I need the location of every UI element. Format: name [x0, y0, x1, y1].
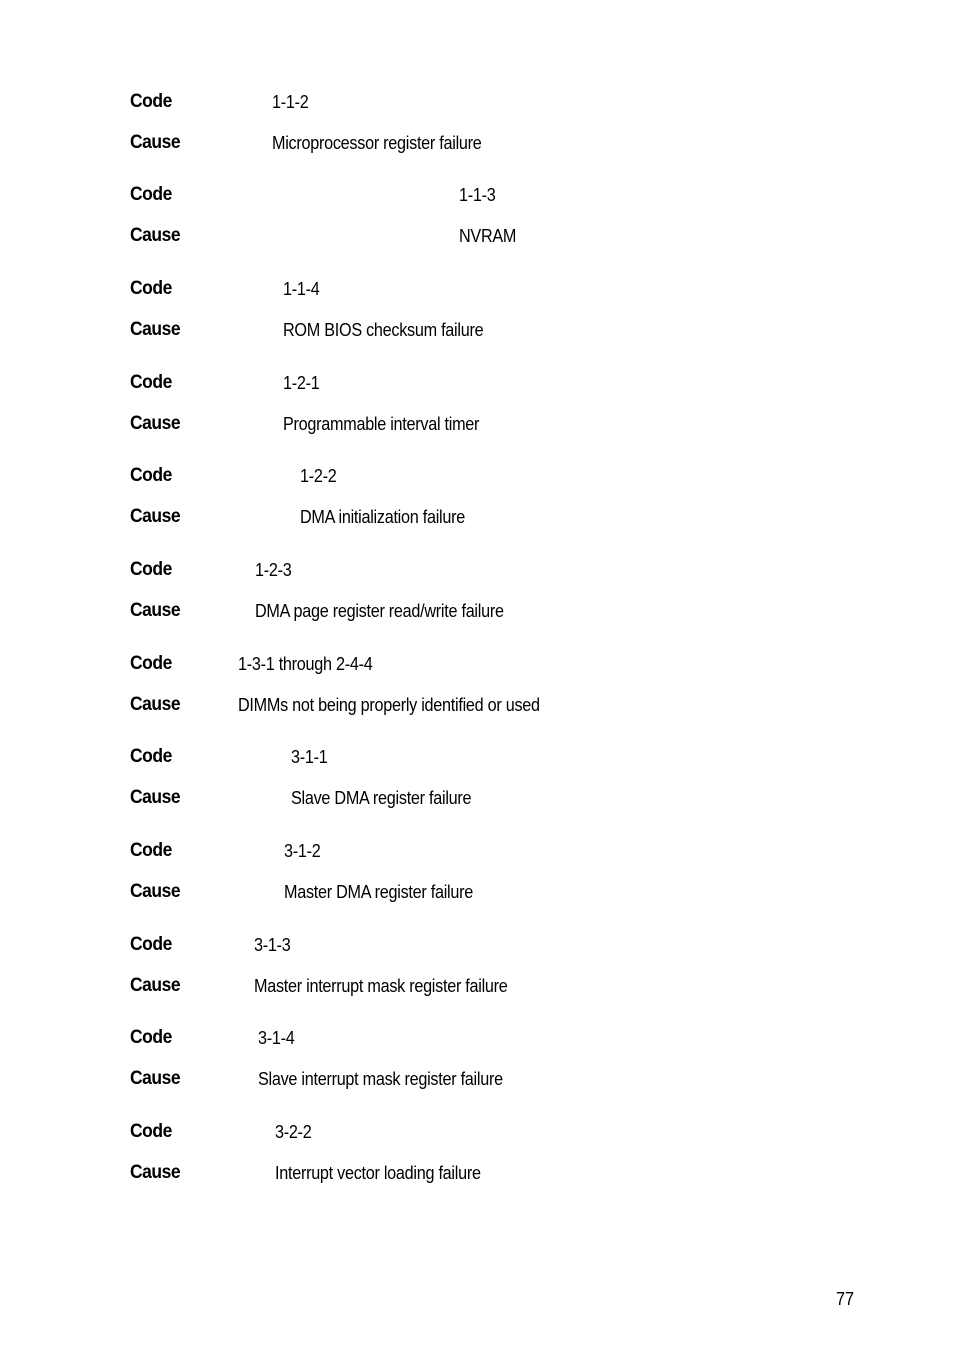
beep-code-entry — [130, 558, 850, 648]
beep-code-entry — [130, 90, 850, 180]
code-value: 1-1-3 — [459, 185, 496, 205]
code-value: 3-1-4 — [258, 1028, 295, 1048]
code-value: 1-2-2 — [300, 466, 337, 486]
cause-value: Slave interrupt mask register failure — [258, 1069, 503, 1089]
cause-value: DIMMs not being properly identified or used — [238, 695, 540, 715]
beep-code-entry — [130, 933, 850, 1023]
code-label: Code — [130, 91, 172, 112]
beep-code-entry — [130, 652, 850, 742]
beep-code-entry — [130, 839, 850, 929]
cause-value: ROM BIOS checksum failure — [283, 320, 484, 340]
code-label: Code — [130, 465, 172, 486]
cause-value: Programmable interval timer — [283, 414, 480, 434]
code-value: 1-1-4 — [283, 279, 320, 299]
code-value: 1-2-3 — [255, 560, 292, 580]
code-label: Code — [130, 278, 172, 299]
cause-label: Cause — [130, 600, 181, 621]
beep-code-entry — [130, 464, 850, 554]
cause-label: Cause — [130, 787, 181, 808]
code-label: Code — [130, 559, 172, 580]
cause-value: Interrupt vector loading failure — [275, 1163, 481, 1183]
code-label: Code — [130, 1027, 172, 1048]
cause-label: Cause — [130, 319, 181, 340]
code-label: Code — [130, 746, 172, 767]
code-value: 1-1-2 — [272, 92, 309, 112]
cause-value: Microprocessor register failure — [272, 133, 482, 153]
code-label: Code — [130, 840, 172, 861]
cause-label: Cause — [130, 225, 181, 246]
code-label: Code — [130, 934, 172, 955]
code-label: Code — [130, 372, 172, 393]
cause-label: Cause — [130, 132, 181, 153]
cause-value: DMA initialization failure — [300, 507, 465, 527]
code-value: 3-2-2 — [275, 1122, 312, 1142]
cause-label: Cause — [130, 506, 181, 527]
code-label: Code — [130, 653, 172, 674]
beep-code-entry — [130, 745, 850, 835]
cause-value: Slave DMA register failure — [291, 788, 472, 808]
code-label: Code — [130, 1121, 172, 1142]
cause-value: NVRAM — [459, 226, 517, 246]
beep-code-entry — [130, 371, 850, 461]
code-label: Code — [130, 184, 172, 205]
cause-value: Master DMA register failure — [284, 882, 473, 902]
beep-code-entry — [130, 277, 850, 367]
cause-label: Cause — [130, 881, 181, 902]
cause-label: Cause — [130, 413, 181, 434]
cause-label: Cause — [130, 975, 181, 996]
cause-label: Cause — [130, 694, 181, 715]
cause-value: Master interrupt mask register failure — [254, 976, 508, 996]
beep-code-entry — [130, 1026, 850, 1116]
cause-label: Cause — [130, 1068, 181, 1089]
code-value: 1-3-1 through 2-4-4 — [238, 654, 373, 674]
code-value: 3-1-2 — [284, 841, 321, 861]
page-number: 77 — [836, 1289, 855, 1309]
code-value: 3-1-1 — [291, 747, 328, 767]
code-value: 3-1-3 — [254, 935, 291, 955]
cause-label: Cause — [130, 1162, 181, 1183]
beep-code-entry — [130, 183, 850, 273]
code-value: 1-2-1 — [283, 373, 320, 393]
cause-value: DMA page register read/write failure — [255, 601, 504, 621]
beep-code-entry — [130, 1120, 850, 1210]
